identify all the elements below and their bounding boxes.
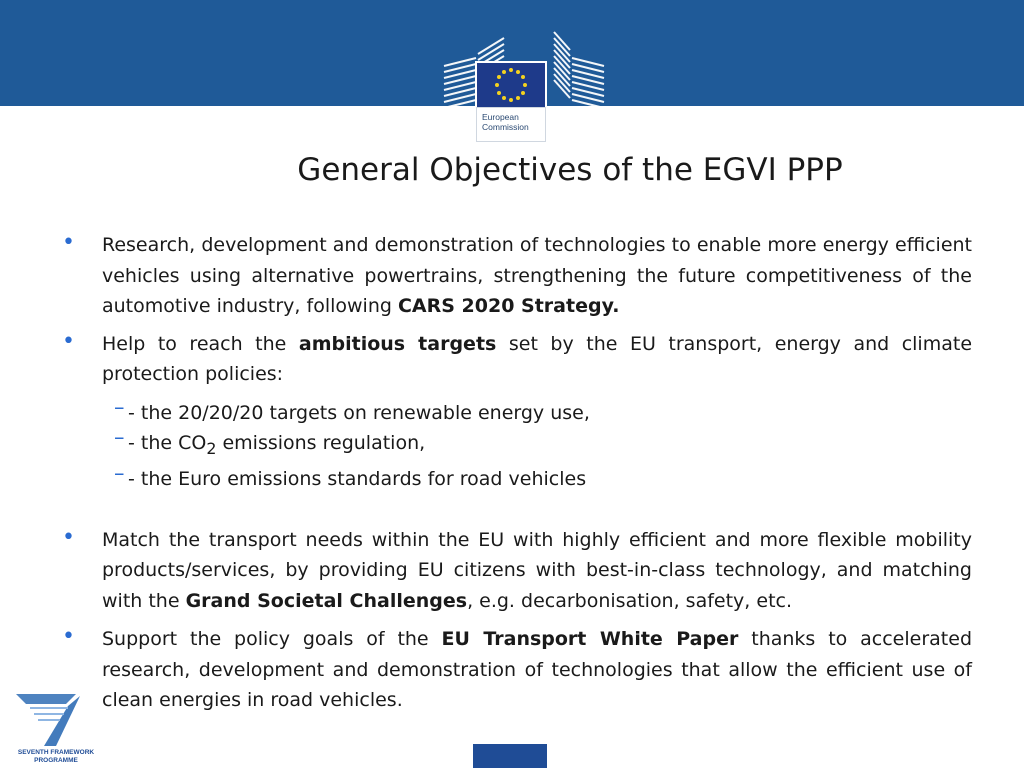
- bullet-research-bold: CARS 2020 Strategy.: [397, 295, 620, 317]
- fp7-line-1: SEVENTH FRAMEWORK: [17, 749, 95, 756]
- bullet-white-paper-post: thanks to accelerated research, development and demonstration of technologies that allow the efficient use of clean energies in road vehicles.: [102, 628, 972, 712]
- bullet-targets-post: set by the EU transport, energy and climate protection policies:: [102, 332, 973, 385]
- bullet-transport-needs-pre: Match the transport needs within the EU with highly efficient and more flexible mobility products/services, by providing EU citizens with best-in-class technology, and matching with the: [102, 528, 972, 612]
- slide-body: [60, 230, 972, 716]
- bullet-dot-icon: •: [62, 230, 75, 255]
- european-commission-label: [476, 107, 546, 142]
- sub-bullet-renewable-text: - the 20/20/20 targets on renewable energy use,: [128, 401, 590, 424]
- logo-line-commission: Commission: [482, 122, 529, 132]
- bullet-white-paper: [60, 624, 972, 716]
- sub-bullet-co2-pre: - the CO: [128, 432, 207, 454]
- fp7-line-2: PROGRAMME: [34, 757, 78, 764]
- sub-bullet-euro: [114, 461, 972, 495]
- bullet-white-paper-pre: Support the policy goals of the: [102, 628, 442, 651]
- bottom-flag-strip: [473, 744, 547, 768]
- sub-bullet-co2: [114, 425, 972, 464]
- dash-icon: –: [114, 394, 125, 419]
- bullet-white-paper-bold: EU Transport White Paper: [441, 628, 739, 651]
- sub-bullet-list: [60, 394, 972, 495]
- slide-title: General Objectives of the EGVI PPP: [297, 152, 843, 188]
- logo-line-european: European: [482, 112, 519, 122]
- bullet-research-text: Research, development and demonstration of technologies to enable more energy efficient vehicles using alternative powertrains, strengthening the future competitiveness of the automotive industry, following: [102, 234, 972, 317]
- bullet-transport-needs: [60, 525, 972, 617]
- dash-icon: –: [114, 461, 125, 486]
- bullet-transport-needs-bold: Grand Societal Challenges: [185, 589, 468, 612]
- bullet-dot-icon: •: [62, 524, 75, 550]
- bullet-targets: [60, 329, 972, 390]
- sub-bullet-co2-subscript: 2: [206, 438, 217, 458]
- bullet-research: [60, 230, 972, 322]
- sub-bullet-euro-text: - the Euro emissions standards for road vehicles: [128, 468, 587, 491]
- seventh-framework-programme-logo: [10, 688, 102, 766]
- bullet-targets-bold: ambitious targets: [298, 332, 497, 355]
- dash-icon: –: [114, 425, 125, 449]
- bullet-dot-icon: •: [62, 624, 75, 650]
- sub-bullet-co2-post: emissions regulation,: [216, 432, 426, 454]
- sub-bullet-renewable: [114, 394, 972, 429]
- bullet-targets-pre: Help to reach the: [102, 332, 299, 355]
- bullet-transport-needs-post: , e.g. decarbonisation, safety, etc.: [467, 589, 793, 612]
- bullet-dot-icon: •: [62, 328, 75, 354]
